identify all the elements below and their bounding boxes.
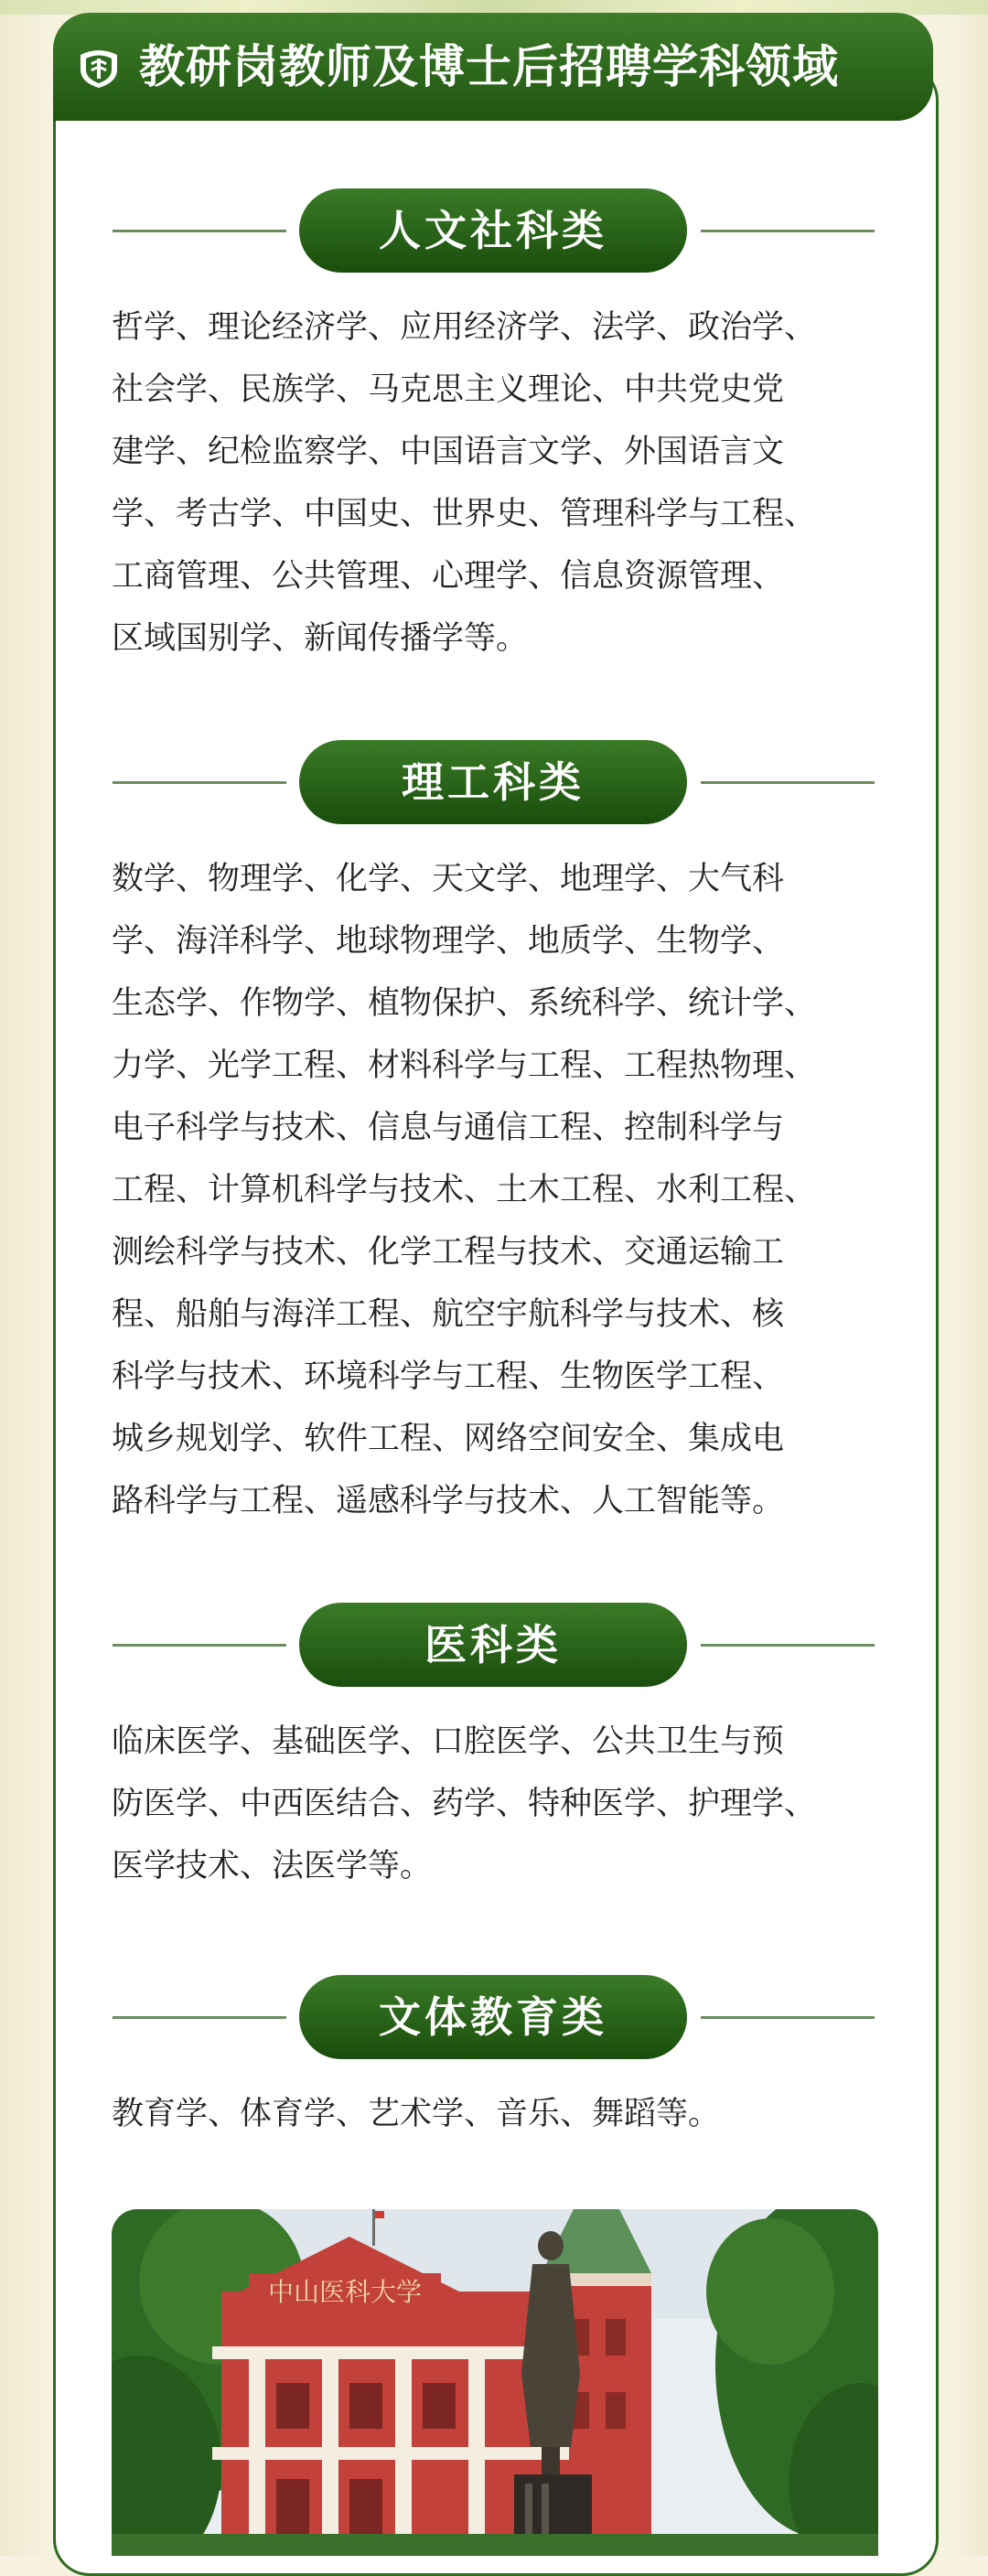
campus-photo [112,2209,878,2556]
content-line: 测绘科学与技术、化学工程与技术、交通运输工 [112,1234,785,1271]
content-line: 数学、物理学、化学、天文学、地理学、大气科 [112,861,785,897]
section-science-engineering [53,740,933,1563]
page-title: 教研岗教师及博士后招聘学科领域 [139,40,839,93]
content-line: 路科学与工程、遥感科学与技术、人工智能等。 [112,1483,785,1519]
university-emblem-icon [73,40,124,91]
divider-left [113,781,286,784]
content-line: 工商管理、公共管理、心理学、信息资源管理、 [112,558,785,595]
page-background-right [946,0,988,2556]
content-line: 学、考古学、中国史、世界史、管理科学与工程、 [112,496,817,532]
section-content [112,848,880,1532]
section-humanities [53,188,933,682]
section-title: 医科类 [299,1603,687,1687]
content-line: 生态学、作物学、植物保护、系统科学、统计学、 [112,985,817,1022]
content-line: 临床医学、基础医学、口腔医学、公共卫生与预 [112,1723,785,1760]
content-line: 哲学、理论经济学、应用经济学、法学、政治学、 [112,309,817,346]
section-header [53,1975,933,2059]
header-banner [53,13,933,121]
divider-right [701,230,875,232]
divider-right [701,781,875,784]
divider-left [113,1644,286,1647]
divider-left [113,2016,286,2019]
section-header [53,1603,933,1687]
section-content [112,2083,880,2145]
content-line: 工程、计算机科学与技术、土木工程、水利工程、 [112,1172,817,1208]
content-line: 电子科学与技术、信息与通信工程、控制科学与 [112,1110,785,1146]
section-title: 文体教育类 [299,1975,687,2059]
content-line: 建学、纪检监察学、中国语言文学、外国语言文 [112,434,785,470]
content-line: 城乡规划学、软件工程、网络空间安全、集成电 [112,1421,785,1457]
divider-right [701,1644,875,1647]
content-line: 社会学、民族学、马克思主义理论、中共党史党 [112,371,785,408]
content-line: 程、船舶与海洋工程、航空宇航科学与技术、核 [112,1296,785,1333]
content-line: 教育学、体育学、艺术学、音乐、舞蹈等。 [112,2096,721,2132]
content-line: 学、海洋科学、地球物理学、地质学、生物学、 [112,923,785,960]
content-line: 力学、光学工程、材料科学与工程、工程热物理、 [112,1047,817,1084]
section-title: 人文社科类 [299,188,687,273]
content-line: 科学与技术、环境科学与工程、生物医学工程、 [112,1358,785,1395]
content-line: 防医学、中西医结合、药学、特种医学、护理学、 [112,1786,817,1822]
section-education-sports [53,1975,933,2176]
divider-left [113,230,286,232]
section-header [53,188,933,273]
section-title: 理工科类 [299,740,687,824]
section-content [112,296,880,670]
content-line: 医学技术、法医学等。 [112,1848,433,1884]
content-line: 区域国别学、新闻传播学等。 [112,620,529,657]
building-sign: 中山医科大学 [267,2277,423,2307]
section-content [112,1711,880,1897]
section-medicine [53,1603,933,1914]
section-header [53,740,933,824]
page-background-left [0,0,53,2556]
divider-right [701,2016,875,2019]
